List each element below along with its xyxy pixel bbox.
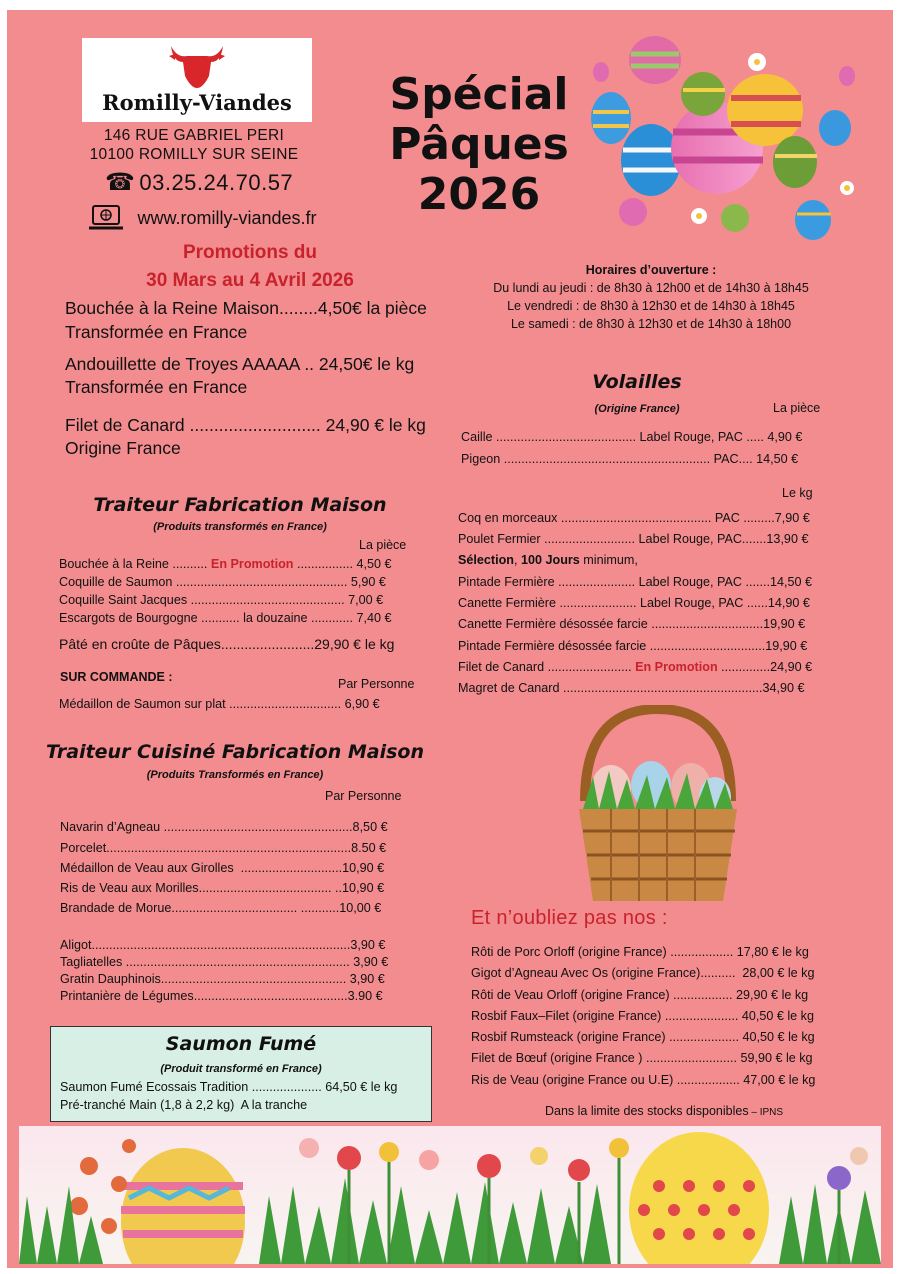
- cuisine-row: Médaillon de Veau aux Girolles .............................10,90 €: [60, 861, 385, 875]
- cuisine-unit: Par Personne: [325, 789, 402, 803]
- volailles-title: Volailles: [592, 371, 682, 393]
- title-line3: 2026: [417, 169, 541, 220]
- website-row: [87, 204, 317, 232]
- promo-line: Origine France: [65, 438, 181, 458]
- telephone-icon: ☎: [105, 169, 135, 196]
- oubliez-row: Filet de Bœuf (origine France ) .......................... 59,90 € le kg: [471, 1051, 813, 1065]
- volailles-row: Pintade Fermière désossée farcie .................................19,90 €: [458, 639, 808, 653]
- promo-line: Andouillette de Troyes AAAAA .. 24,50€ le kg: [65, 354, 415, 374]
- saumon-box: [50, 1026, 432, 1122]
- hours-line: Du lundi au jeudi : de 8h30 à 12h00 et de 14h30 à 18h45: [493, 281, 809, 295]
- traiteur-row: Escargots de Bourgogne ........... la douzaine ............ 7,40 €: [59, 611, 392, 625]
- promo-heading-2: 30 Mars au 4 Avril 2026: [146, 270, 354, 291]
- volailles-row: Canette Fermière ...................... Label Rouge, PAC ......14,90 €: [458, 596, 810, 610]
- oubliez-title: Et n’oubliez pas nos :: [471, 907, 668, 929]
- easter-basket-illustration: [563, 705, 753, 905]
- medaillon-row: Médaillon de Saumon sur plat ................................ 6,90 €: [59, 697, 380, 711]
- spring-flowers-footer: [19, 1126, 881, 1264]
- promo-line: Transformée en France: [65, 322, 248, 342]
- stock-footnote: Dans la limite des stocks disponibles – IPNS: [545, 1104, 784, 1118]
- flyer-sheet: [7, 10, 893, 1268]
- title-line2: Pâques: [389, 119, 569, 170]
- volailles-row: Filet de Canard ........................ En Promotion ..............24,90 €: [458, 660, 813, 674]
- oubliez-row: Gigot d’Agneau Avec Os (origine France).......... 28,00 € le kg: [471, 966, 815, 980]
- volailles-row: Canette Fermière désossée farcie ................................19,90 €: [458, 617, 806, 631]
- sur-commande-label: SUR COMMANDE :: [60, 670, 173, 684]
- website-link[interactable]: www.romilly-viandes.fr: [137, 207, 317, 228]
- oubliez-row: Rôti de Veau Orloff (origine France) ................. 29,90 € le kg: [471, 988, 809, 1002]
- promo-tag: En Promotion: [210, 557, 294, 571]
- promo-line: Bouchée à la Reine Maison........4,50€ la pièce: [65, 298, 427, 318]
- traiteur-unit: La pièce: [359, 538, 407, 552]
- cuisine-row: Brandade de Morue.................................... ...........10,00 €: [60, 901, 382, 915]
- saumon-title: Saumon Fumé: [165, 1033, 317, 1055]
- address-line1: 146 RUE GABRIEL PERI: [103, 127, 285, 144]
- cuisine-row: Tagliatelles ................................................................ 3,90 €: [60, 955, 389, 969]
- promo-line: Filet de Canard ........................... 24,90 € le kg: [65, 415, 426, 435]
- phone-number: 03.25.24.70.57: [139, 170, 294, 195]
- volailles-unit-piece: La pièce: [773, 401, 821, 415]
- volailles-row: Pintade Fermière ...................... Label Rouge, PAC .......14,50 €: [458, 575, 812, 589]
- volailles-row: Coq en morceaux ........................................... PAC .........7,90 €: [458, 511, 810, 525]
- traiteur-row: Bouchée à la Reine .......... En Promotion ................ 4,50 €: [59, 557, 392, 571]
- cuisine-row: Navarin d’Agneau ......................................................8,50 €: [60, 820, 388, 834]
- saumon-subtitle: (Produit transformé en France): [160, 1063, 322, 1075]
- volailles-row: Caille ........................................ Label Rouge, PAC ..... 4,90 €: [461, 430, 803, 444]
- oubliez-row: Rosbif Rumsteack (origine France) .................... 40,50 € le kg: [471, 1030, 815, 1044]
- hours-line: Le samedi : de 8h30 à 12h30 et de 14h30 à 18h00: [510, 317, 792, 331]
- promo-line: Transformée en France: [65, 377, 248, 397]
- bull-head-icon: [167, 42, 227, 90]
- title-line1: Spécial: [389, 69, 569, 120]
- saumon-row: Pré-tranché Main (1,8 à 2,2 kg) A la tranche: [60, 1098, 308, 1112]
- traiteur-row: Coquille Saint Jacques ............................................ 7,00 €: [59, 593, 384, 607]
- volailles-row: Pigeon ........................................................... PAC.... 14,50 €: [461, 452, 799, 466]
- volailles-row: Magret de Canard .........................................................34,90 €: [458, 681, 805, 695]
- logo-text: Romilly-Viandes: [102, 90, 292, 115]
- hours-line: Le vendredi : de 8h30 à 12h30 et de 14h30 à 18h45: [507, 299, 795, 313]
- volailles-row: Poulet Fermier .......................... Label Rouge, PAC.......13,90 €: [458, 532, 809, 546]
- oubliez-row: Ris de Veau (origine France ou U.E) .................. 47,00 € le kg: [471, 1073, 816, 1087]
- promo-heading-1: Promotions du: [182, 242, 318, 263]
- pate-row: Pâté en croûte de Pâques........................29,90 € le kg: [59, 636, 395, 652]
- traiteur-title: Traiteur Fabrication Maison: [93, 494, 387, 516]
- cuisine-row: Gratin Dauphinois..................................................... 3,90 €: [60, 972, 385, 986]
- saumon-row: Saumon Fumé Ecossais Tradition .................... 64,50 € le kg: [60, 1080, 398, 1094]
- cuisine-row: Aligot..........................................................................3,90 €: [60, 938, 386, 952]
- phone-row: [105, 168, 293, 197]
- hours-title: Horaires d’ouverture :: [585, 263, 717, 277]
- promo-tag: En Promotion: [635, 660, 718, 674]
- traiteur-subtitle: (Produits transformés en France): [153, 521, 327, 533]
- cuisine-row: Printanière de Légumes............................................3.90 €: [60, 989, 383, 1003]
- per-person-label: Par Personne: [338, 677, 415, 691]
- traiteur-row: Coquille de Saumon ................................................. 5,90 €: [59, 575, 386, 589]
- oubliez-row: Rosbif Faux–Filet (origine France) ..................... 40,50 € le kg: [471, 1009, 814, 1023]
- cuisine-subtitle: (Produits Transformés en France): [146, 769, 324, 781]
- cuisine-row: Porcelet......................................................................8.50 €: [60, 841, 387, 855]
- logo: [82, 38, 312, 122]
- address-line2: 10100 ROMILLY SUR SEINE: [89, 146, 299, 163]
- volailles-unit-kg: Le kg: [782, 486, 813, 500]
- cuisine-title: Traiteur Cuisiné Fabrication Maison: [46, 741, 424, 763]
- oubliez-row: Rôti de Porc Orloff (origine France) .................. 17,80 € le kg: [471, 945, 809, 959]
- cuisine-row: Ris de Veau aux Morilles...................................... ..10,90 €: [60, 881, 385, 895]
- volailles-subtitle: (Origine France): [594, 403, 680, 415]
- computer-icon: [87, 204, 125, 232]
- selection-row: Sélection, 100 Jours minimum,: [458, 553, 638, 567]
- easter-eggs-illustration: [585, 32, 861, 242]
